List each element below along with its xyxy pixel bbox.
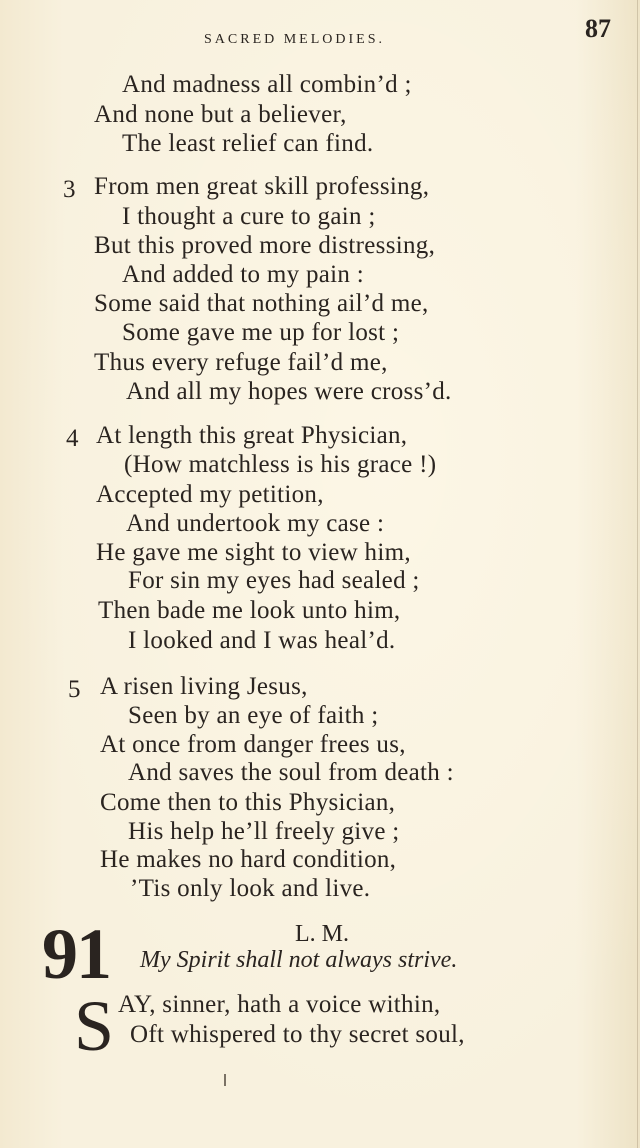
verse-line: Seen by an eye of faith ; [128, 702, 379, 729]
verse-line: Oft whispered to thy secret soul, [130, 1021, 465, 1048]
verse-line: Some said that nothing ail’d me, [94, 290, 429, 317]
verse-line: He gave me sight to view him, [96, 539, 411, 566]
hymn-number: 91 [42, 914, 110, 994]
verse-line: I thought a cure to gain ; [122, 203, 376, 230]
verse-line: And saves the soul from death : [128, 759, 454, 786]
page-number: 87 [585, 14, 611, 43]
verse-line: He makes no hard condition, [100, 846, 397, 873]
verse-line: And undertook my case : [126, 510, 385, 537]
verse-line: ’Tis only look and live. [130, 875, 371, 902]
running-head: SACRED MELODIES. [204, 32, 386, 47]
verse-line: I looked and I was heal’d. [128, 627, 396, 654]
verse-line: The least relief can find. [122, 130, 374, 157]
stanza-number: 5 [68, 676, 81, 703]
verse-line: But this proved more distressing, [94, 232, 436, 259]
verse-line: AY, sinner, hath a voice within, [118, 991, 441, 1018]
verse-line: His help he’ll freely give ; [128, 818, 400, 845]
verse-line: Some gave me up for lost ; [122, 319, 400, 346]
verse-line: A risen living Jesus, [100, 673, 308, 700]
verse-line: For sin my eyes had sealed ; [128, 567, 420, 594]
verse-line: And all my hopes were cross’d. [126, 378, 452, 405]
verse-line: Then bade me look unto him, [98, 597, 401, 624]
verse-line: And added to my pain : [122, 261, 364, 288]
verse-line: (How matchless is his grace !) [124, 451, 437, 478]
verse-line: And none but a believer, [94, 101, 347, 128]
stanza-number: 3 [63, 176, 76, 203]
verse-line: At once from danger frees us, [100, 731, 406, 758]
hymn-meter: L. M. [295, 921, 349, 947]
page-edge [637, 0, 638, 1148]
ink-mark [224, 1074, 226, 1086]
verse-line: Come then to this Physician, [100, 789, 396, 816]
verse-line: Thus every refuge fail’d me, [94, 349, 388, 376]
stanza-number: 4 [66, 425, 79, 452]
hymn-title: My Spirit shall not always strive. [140, 947, 458, 973]
verse-line: And madness all combin’d ; [122, 71, 412, 98]
verse-line: At length this great Physician, [96, 422, 408, 449]
verse-line: From men great skill professing, [94, 173, 430, 200]
verse-line: Accepted my petition, [96, 481, 324, 508]
drop-cap: S [74, 986, 115, 1066]
